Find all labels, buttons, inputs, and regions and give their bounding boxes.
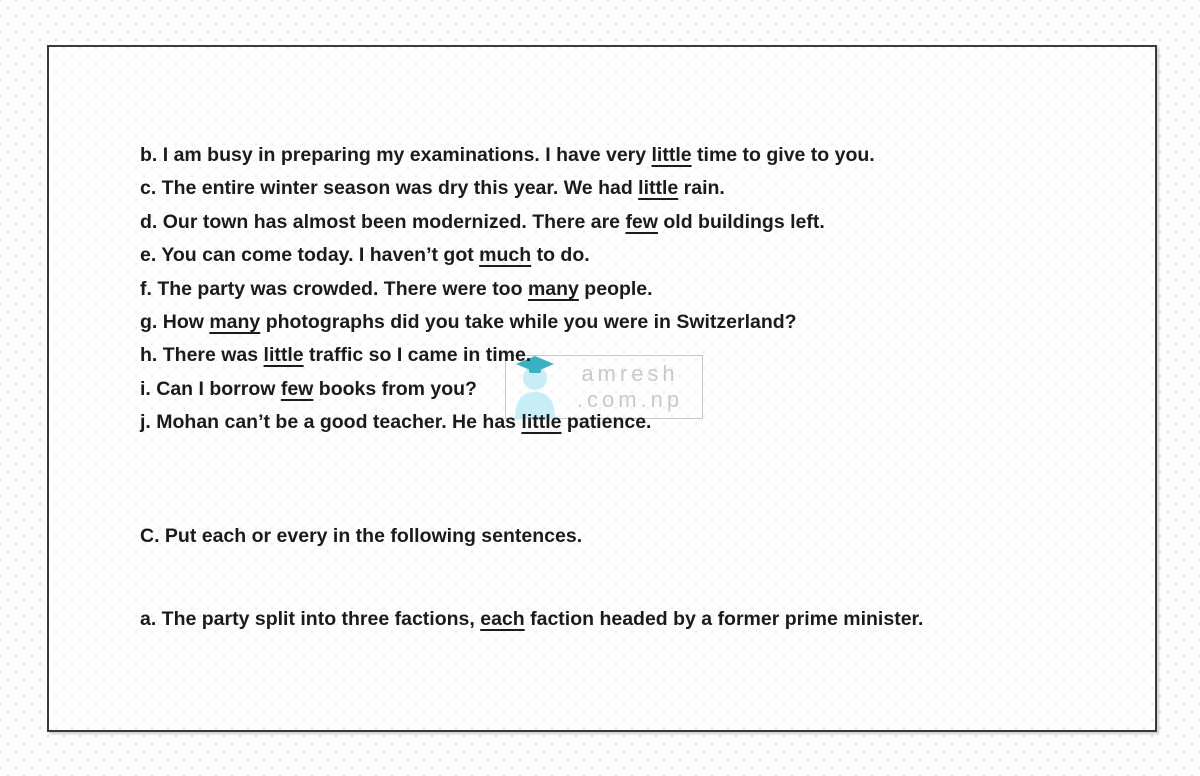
sentence-text: patience. [561,411,652,434]
sentence-line [140,306,875,339]
sentence-text: a. The party split into three factions, [140,608,481,630]
sentence-text: photographs did you take while you were in Switzerland? [260,311,797,334]
watermark-line2: .com.np [576,387,684,412]
sentence-text: c. The entire winter season was dry this year. We had [140,177,639,200]
sentence-line [140,520,582,553]
underlined-word: little [263,344,304,367]
sentence-text: C. Put each or every in the following sentences. [140,525,583,547]
sentence-text: b. I am busy in preparing my examinations. I have very [140,144,652,166]
sentence-text: g. How [140,311,210,334]
sentence-text: j. Mohan can’t be a good teacher. He has [140,411,522,434]
underlined-word: much [479,244,532,267]
sentence-text: old buildings left. [657,210,825,233]
sentence-text: rain. [678,177,725,200]
exercise-b-sentence-list [140,139,875,440]
underlined-word: little [638,177,679,200]
underlined-word: few [625,210,658,233]
sentence-text: h. There was [140,344,264,367]
sentence-line [140,373,875,406]
watermark-line1: amresh [581,361,679,386]
sentence-line [140,139,875,172]
sentence-line [140,406,875,439]
sentence-text: time to give to you. [691,144,875,166]
sentence-text: to do. [531,244,590,267]
sentence-text: books from you? [313,377,477,400]
sentence-line [140,172,875,205]
sentence-line [140,239,875,272]
sentence-line [140,206,875,239]
sentence-line [140,339,875,372]
sentence-line [140,603,923,636]
sentence-text: f. The party was crowded. There were too [140,277,528,300]
exercise-c-heading [140,520,582,553]
underlined-word: few [280,377,314,400]
underlined-word: little [521,411,562,434]
sentence-text: e. You can come today. I haven’t got [140,244,480,267]
sentence-text: d. Our town has almost been modernized. There are [140,210,626,233]
underlined-word: many [209,311,261,334]
sentence-text: i. Can I borrow [140,377,281,400]
underlined-word: many [527,277,579,300]
sentence-text: traffic so I came in time. [303,344,532,367]
underlined-word: little [651,144,692,166]
worksheet-panel [47,45,1157,732]
exercise-c-sentence-list [140,603,923,636]
sentence-text: faction headed by a former prime minister. [524,608,924,630]
sentence-text: people. [578,277,653,300]
underlined-word: each [480,608,525,630]
sentence-line [140,273,875,306]
